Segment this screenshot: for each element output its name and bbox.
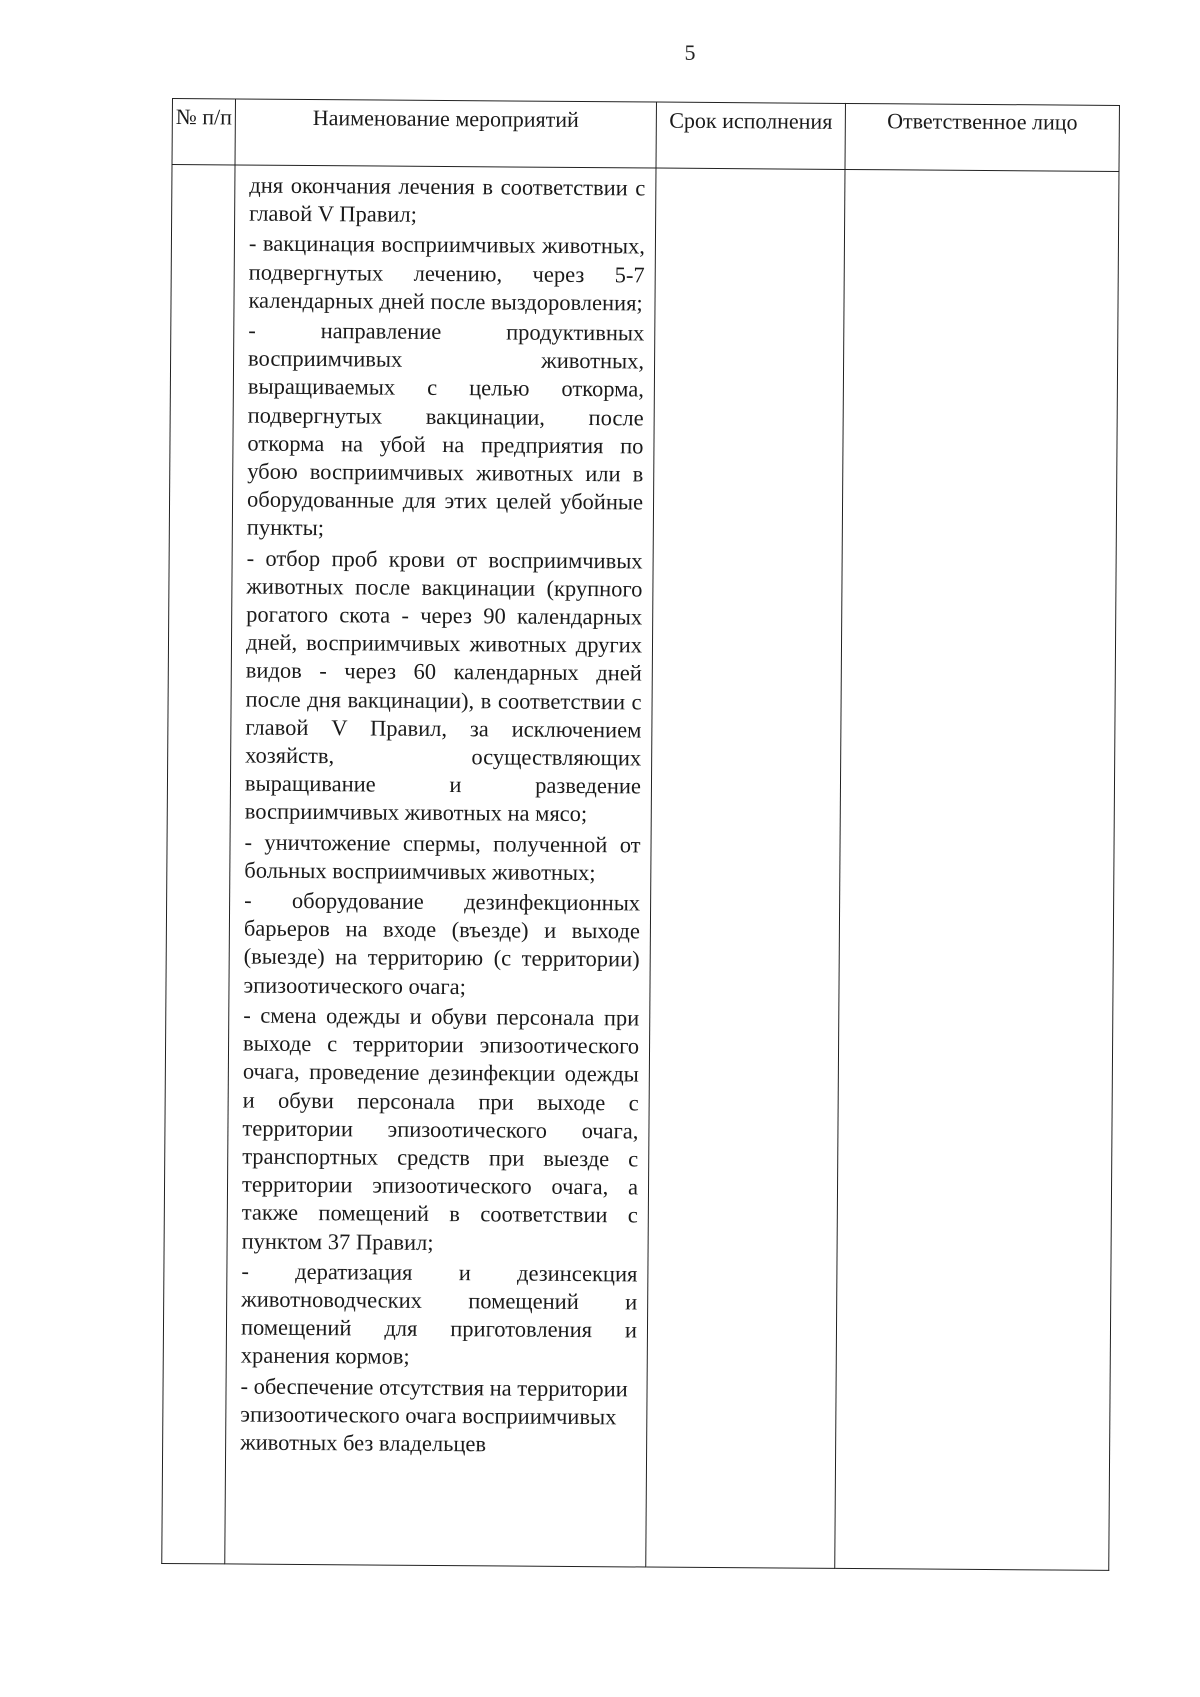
header-responsible: Ответственное лицо: [845, 103, 1119, 171]
measure-item: - оборудование дезинфекционных барьеров на входе (въезде) и выходе (выезде) на территорию (с территории) эпизоотического очага;: [243, 887, 641, 999]
measure-item: - уничтожение спермы, полученной от больных восприимчивых животных;: [244, 829, 641, 886]
measure-item: - обеспечение отсутствия на территории эпизоотического очага восприимчивых животных без владельцев: [240, 1373, 628, 1457]
cell-responsible: [835, 169, 1119, 1570]
measure-item: - вакцинация восприимчивых животных, подвергнутых лечению, через 5-7 календарных дней после выздоровления;: [248, 230, 646, 316]
measure-item: - смена одежды и обуви персонала при выходе с территории эпизоотического очага, проведение дезинфекции одежды и обуви персонала при выходе с территории эпизоотического очага, транспортных средств при выезде с территории эпизоотического очага, а также помещений в соответствии с пунктом 37 Правил;: [241, 1002, 640, 1255]
table-header-row: [172, 99, 1119, 172]
table-row: [162, 165, 1119, 1571]
header-num: № п/п: [172, 99, 235, 165]
measure-item: - дератизация и дезинсекция животноводческих помещений и помещений для приготовления и хранения кормов;: [240, 1258, 638, 1370]
measures-table: [161, 98, 1120, 1571]
header-name: Наименование мероприятий: [235, 99, 656, 168]
page-number: 5: [684, 40, 696, 65]
cell-num: [162, 165, 235, 1564]
cell-measures: [225, 165, 656, 1567]
measure-item: - отбор проб крови от восприимчивых животных после вакцинации (крупного рогатого скота - через 90 календарных дней, восприимчивых животных других видов - через 60 календарных дней после дня вакцинации), в соответствии с главой V Правил, за исключением хозяйств, осуществляющих выращивание и разведение восприимчивых животных на мясо;: [244, 545, 643, 827]
header-term: Срок исполнения: [656, 102, 845, 169]
measure-item: дня окончания лечения в соответствии с главой V Правил;: [249, 172, 646, 228]
measure-item: - направление продуктивных восприимчивых животных, выращиваемых с целью откорма, подвергнутых вакцинации, после откорма на убой на предприятия по убою восприимчивых животных или в оборудованные для этих целей убойные пункты;: [246, 317, 645, 541]
cell-term: [646, 168, 845, 1568]
